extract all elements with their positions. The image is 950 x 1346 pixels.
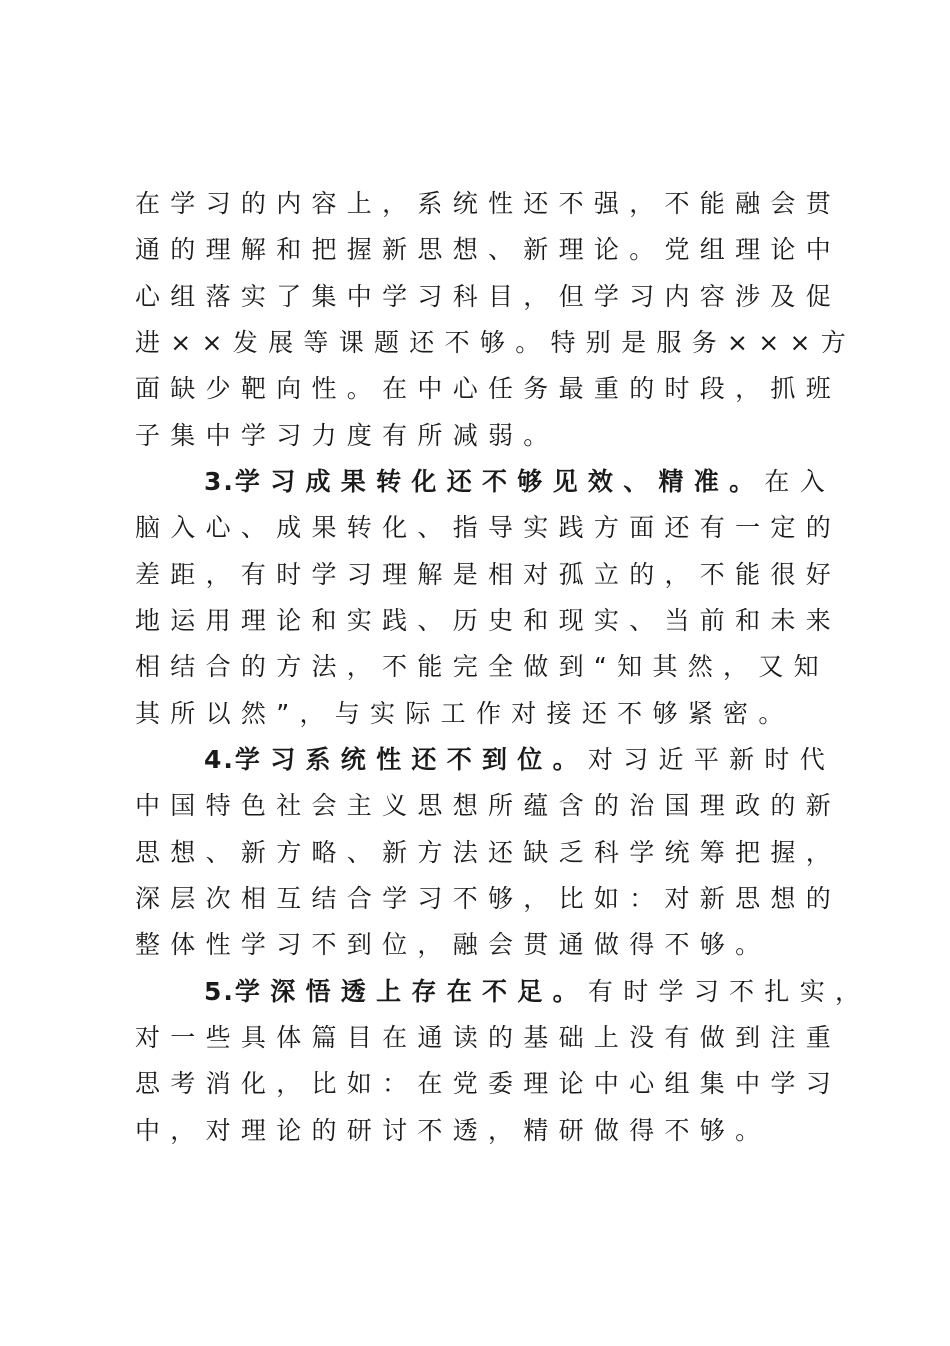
paragraph-line: 其所以然”，与实际工作对接还不够紧密。 (135, 699, 794, 728)
paragraph-line: 思想、新方略、新方法还缺乏科学统筹把握， (135, 838, 842, 867)
paragraph-line: 相结合的方法，不能完全做到“知其然，又知 (135, 652, 829, 681)
section-5-number: 5. (204, 977, 235, 1006)
paragraph-line: 在学习的内容上，系统性还不强，不能融会贯 (135, 189, 842, 218)
section-4-text-start: 对习近平新时代 (587, 745, 836, 774)
paragraph-line: 差距，有时学习理解是相对孤立的，不能很好 (135, 560, 842, 589)
paragraph-line: 进××发展等课题还不够。特别是服务×××方 (135, 328, 857, 357)
paragraph-line: 通的理解和把握新思想、新理论。党组理论中 (135, 235, 842, 264)
section-4-heading: 学习系统性还不到位。 (234, 745, 588, 774)
section-4-first-line (204, 740, 836, 780)
paragraph-line: 思考消化，比如：在党委理论中心组集中学习 (135, 1069, 842, 1098)
section-3-text-start: 在入 (764, 467, 836, 496)
section-4-number: 4. (204, 745, 235, 774)
section-3-first-line (204, 462, 836, 502)
paragraph-line: 深层次相互结合学习不够，比如：对新思想的 (135, 884, 842, 913)
paragraph-line: 脑入心、成果转化、指导实践方面还有一定的 (135, 513, 842, 542)
section-5-text-start: 有时学习不扎实， (587, 977, 871, 1006)
paragraph-line: 心组落实了集中学习科目，但学习内容涉及促 (135, 282, 842, 311)
section-3-number: 3. (204, 467, 235, 496)
paragraph-line: 地运用理论和实践、历史和现实、当前和未来 (135, 606, 842, 635)
paragraph-line: 中，对理论的研讨不透，精研做得不够。 (135, 1116, 771, 1145)
paragraph-line: 中国特色社会主义思想所蕴含的治国理政的新 (135, 791, 842, 820)
paragraph-line: 整体性学习不到位，融会贯通做得不够。 (135, 930, 771, 959)
section-3-heading: 学习成果转化还不够见效、精准。 (234, 467, 765, 496)
section-5-first-line (204, 972, 871, 1012)
paragraph-line: 子集中学习力度有所减弱。 (135, 421, 559, 450)
paragraph-line: 面缺少靶向性。在中心任务最重的时段，抓班 (135, 374, 842, 403)
paragraph-line: 对一些具体篇目在通读的基础上没有做到注重 (135, 1023, 842, 1052)
section-5-heading: 学深悟透上存在不足。 (234, 977, 588, 1006)
